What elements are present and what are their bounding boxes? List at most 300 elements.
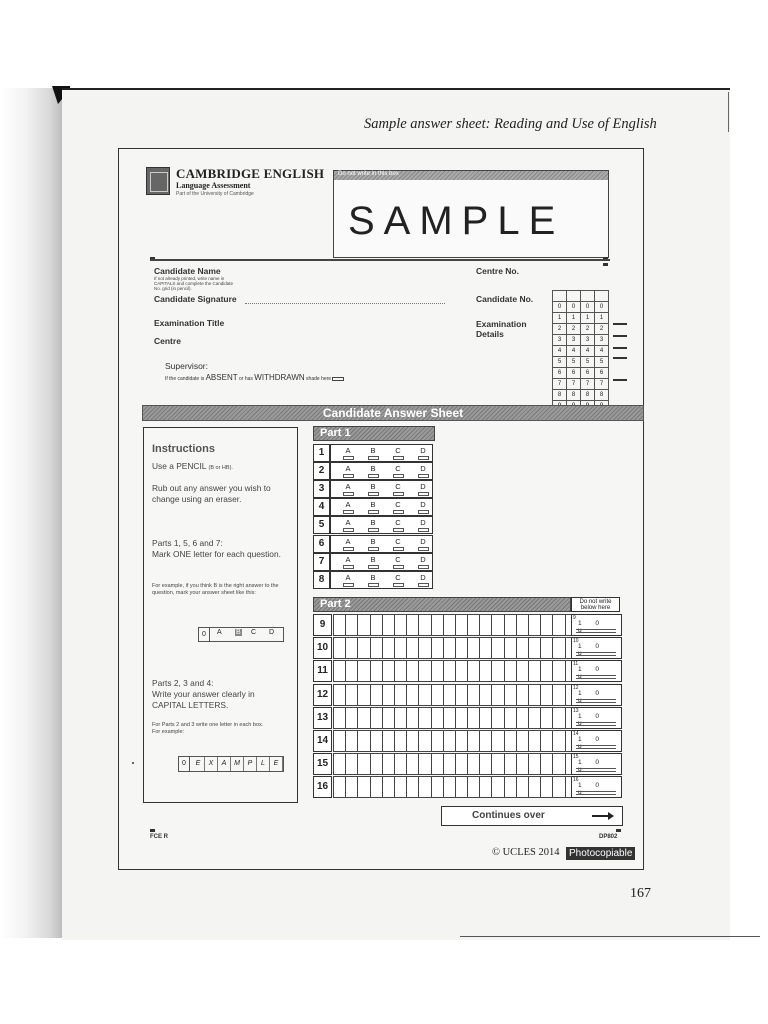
letter-box[interactable]: [553, 684, 565, 706]
letter-box[interactable]: [419, 776, 431, 798]
option-b[interactable]: B: [366, 500, 380, 514]
letter-box[interactable]: [529, 614, 541, 636]
letter-box[interactable]: [395, 776, 407, 798]
letter-box[interactable]: [553, 753, 565, 775]
grid-digit-cell[interactable]: 6: [567, 368, 581, 379]
grid-digit-cell[interactable]: 3: [581, 335, 595, 346]
grid-digit-cell[interactable]: 6: [553, 368, 567, 379]
part1-row: [313, 480, 433, 496]
right-arrow-icon: [592, 815, 610, 817]
letter-box[interactable]: [395, 637, 407, 659]
letter-box[interactable]: [456, 684, 468, 706]
option-a[interactable]: A: [341, 482, 355, 496]
letter-box[interactable]: [529, 776, 541, 798]
letter-box[interactable]: [541, 707, 553, 729]
sample-box: [333, 170, 609, 258]
letter-box[interactable]: [468, 637, 480, 659]
example-answer-box: [198, 627, 284, 642]
letter-box[interactable]: [346, 753, 358, 775]
letter-box[interactable]: [468, 730, 480, 752]
letter-box[interactable]: [529, 707, 541, 729]
or-has: or has: [239, 376, 253, 382]
grid-digit-cell[interactable]: 5: [595, 357, 609, 368]
letter-box[interactable]: [480, 660, 492, 682]
marker-values: 1 0 u: [578, 782, 606, 797]
letter-box[interactable]: [468, 660, 480, 682]
option-a[interactable]: A: [341, 537, 355, 551]
marker-number: 15: [573, 754, 579, 761]
example-capital-box: [178, 756, 284, 772]
example-number: 0: [199, 628, 210, 641]
grid-digit-cell[interactable]: 8: [567, 390, 581, 401]
letter-box[interactable]: [419, 730, 431, 752]
marker-number: 10: [573, 638, 579, 645]
letter-box[interactable]: [553, 614, 565, 636]
letter-box[interactable]: [358, 707, 370, 729]
option-d[interactable]: D: [416, 464, 430, 478]
grid-digit-cell[interactable]: 5: [581, 357, 595, 368]
letter-box[interactable]: [419, 614, 431, 636]
grid-digit-cell[interactable]: 8: [595, 390, 609, 401]
letter-box[interactable]: [492, 637, 504, 659]
letter-box[interactable]: [541, 684, 553, 706]
marker-lozenges: [576, 722, 616, 726]
grid-digit-cell[interactable]: 5: [567, 357, 581, 368]
letter-boxes: [333, 753, 578, 773]
letter-box[interactable]: [517, 776, 529, 798]
option-c[interactable]: C: [391, 500, 405, 514]
letter-box[interactable]: [444, 637, 456, 659]
letter-box[interactable]: [456, 776, 468, 798]
option-a[interactable]: A: [341, 518, 355, 532]
marker-number: 14: [573, 731, 579, 737]
marker-values: 1 0 u: [578, 689, 606, 704]
option-b[interactable]: B: [366, 573, 380, 587]
letter-box[interactable]: [517, 684, 529, 706]
question-number: 1: [313, 444, 330, 462]
marker-number: 13: [573, 707, 579, 714]
letter-box[interactable]: [480, 614, 492, 636]
letter-box[interactable]: [517, 660, 529, 682]
grid-digit-cell[interactable]: 6: [595, 368, 609, 379]
section-title-bar: [142, 405, 644, 421]
question-number: 4: [313, 498, 330, 516]
letter-box[interactable]: [333, 730, 346, 752]
letter-box[interactable]: [553, 776, 565, 798]
example2-letter: X: [205, 757, 218, 771]
letter-box[interactable]: [541, 637, 553, 659]
answer-options: [330, 535, 433, 553]
letter-box[interactable]: [444, 753, 456, 775]
detail-mark: [613, 335, 627, 337]
letter-box[interactable]: [346, 776, 358, 798]
letter-box[interactable]: [371, 660, 383, 682]
letter-box[interactable]: [529, 660, 541, 682]
letter-box[interactable]: [432, 753, 444, 775]
letter-box[interactable]: [432, 684, 444, 706]
letter-box[interactable]: [346, 684, 358, 706]
marker-lozenges: [576, 629, 616, 633]
letter-box[interactable]: [529, 753, 541, 775]
marker-lozenges: [576, 745, 616, 749]
option-d[interactable]: D: [416, 518, 430, 532]
question-number: 3: [313, 480, 330, 498]
marker-lozenges: [576, 699, 616, 703]
letter-box[interactable]: [492, 684, 504, 706]
letter-box[interactable]: [468, 684, 480, 706]
letter-box[interactable]: [505, 637, 517, 659]
photocopiable-badge: Photocopiable: [566, 847, 635, 860]
letter-box[interactable]: [358, 637, 370, 659]
option-d[interactable]: D: [416, 500, 430, 514]
letter-box[interactable]: [419, 637, 431, 659]
letter-box[interactable]: [517, 707, 529, 729]
letter-boxes: [333, 730, 578, 750]
shade-here: shade here: [306, 376, 332, 382]
letter-box[interactable]: [505, 660, 517, 682]
letter-box[interactable]: [371, 637, 383, 659]
letter-box[interactable]: [505, 776, 517, 798]
grid-digit-cell[interactable]: 6: [581, 368, 595, 379]
do-not-write-box: Do not write below here: [571, 597, 620, 612]
letter-box[interactable]: [553, 730, 565, 752]
letter-box[interactable]: [346, 707, 358, 729]
grid-digit-cell[interactable]: 1: [595, 313, 609, 324]
letter-box[interactable]: [480, 730, 492, 752]
option-c[interactable]: C: [391, 482, 405, 496]
letter-box[interactable]: [333, 637, 346, 659]
use-pencil: Use a PENCIL: [152, 461, 207, 471]
grid-digit-cell[interactable]: 2: [553, 324, 567, 335]
timing-mark: [603, 263, 608, 266]
header-rule: [150, 259, 610, 261]
option-b[interactable]: B: [366, 464, 380, 478]
letter-box[interactable]: [529, 730, 541, 752]
letter-box[interactable]: [505, 707, 517, 729]
absent-prefix: If the candidate is: [165, 376, 205, 382]
letter-box[interactable]: [432, 707, 444, 729]
letter-box[interactable]: [553, 660, 565, 682]
letter-box[interactable]: [395, 614, 407, 636]
grid-digit-cell[interactable]: 1: [567, 313, 581, 324]
letter-box[interactable]: [346, 637, 358, 659]
grid-digit-cell[interactable]: 8: [553, 390, 567, 401]
letter-box[interactable]: [456, 614, 468, 636]
brand-tagline: Part of the University of Cambridge: [176, 191, 254, 197]
letter-box[interactable]: [444, 776, 456, 798]
letter-box[interactable]: [383, 614, 395, 636]
letter-box[interactable]: [517, 614, 529, 636]
letter-box[interactable]: [480, 753, 492, 775]
letter-box[interactable]: [407, 637, 419, 659]
letter-box[interactable]: [456, 707, 468, 729]
letter-box[interactable]: [541, 776, 553, 798]
letter-box[interactable]: [395, 730, 407, 752]
option-b[interactable]: B: [366, 537, 380, 551]
marker-lozenges: [576, 768, 616, 772]
letter-box[interactable]: [407, 776, 419, 798]
grid-digit-cell[interactable]: 8: [581, 390, 595, 401]
letter-box[interactable]: [480, 684, 492, 706]
letter-box[interactable]: [444, 707, 456, 729]
letter-box[interactable]: [541, 753, 553, 775]
letter-box[interactable]: [505, 753, 517, 775]
grid-digit-cell[interactable]: 0: [595, 302, 609, 313]
grid-digit-cell[interactable]: 4: [553, 346, 567, 357]
letter-box[interactable]: [492, 614, 504, 636]
letter-box[interactable]: [541, 730, 553, 752]
letter-box[interactable]: [371, 684, 383, 706]
option-c[interactable]: C: [391, 446, 405, 460]
letter-box[interactable]: [346, 614, 358, 636]
option-a[interactable]: A: [341, 464, 355, 478]
letter-box[interactable]: [407, 660, 419, 682]
letter-box[interactable]: [444, 660, 456, 682]
letter-box[interactable]: [358, 753, 370, 775]
copyright: © UCLES 2014: [492, 847, 560, 858]
letter-box[interactable]: [456, 730, 468, 752]
option-b[interactable]: B: [366, 482, 380, 496]
letter-boxes: [333, 684, 578, 704]
letter-box[interactable]: [553, 637, 565, 659]
option-c[interactable]: C: [391, 464, 405, 478]
letter-box[interactable]: [358, 684, 370, 706]
letter-box[interactable]: [505, 614, 517, 636]
option-d[interactable]: D: [416, 555, 430, 569]
letter-box[interactable]: [333, 684, 346, 706]
letter-box[interactable]: [371, 753, 383, 775]
grid-blank-cell: [581, 291, 595, 302]
option-a[interactable]: A: [341, 555, 355, 569]
letter-box[interactable]: [444, 730, 456, 752]
letter-box[interactable]: [383, 776, 395, 798]
grid-digit-cell[interactable]: 7: [581, 379, 595, 390]
marker-box: [571, 707, 622, 729]
option-a[interactable]: A: [341, 446, 355, 460]
letter-box[interactable]: [419, 707, 431, 729]
letter-box[interactable]: [432, 614, 444, 636]
letter-box[interactable]: [383, 730, 395, 752]
letter-box[interactable]: [358, 614, 370, 636]
letter-box[interactable]: [395, 753, 407, 775]
option-a[interactable]: A: [341, 573, 355, 587]
letter-box[interactable]: [492, 660, 504, 682]
option-b[interactable]: B: [366, 555, 380, 569]
letter-box[interactable]: [371, 707, 383, 729]
letter-box[interactable]: [333, 753, 346, 775]
grid-digit-cell[interactable]: 1: [581, 313, 595, 324]
part1-row: [313, 462, 433, 478]
letter-box[interactable]: [492, 707, 504, 729]
letter-box[interactable]: [432, 730, 444, 752]
letter-box[interactable]: [529, 637, 541, 659]
option-b[interactable]: B: [366, 518, 380, 532]
letter-box[interactable]: [407, 614, 419, 636]
letter-box[interactable]: [333, 776, 346, 798]
letter-box[interactable]: [505, 684, 517, 706]
letter-box[interactable]: [371, 614, 383, 636]
grid-digit-cell[interactable]: 1: [553, 313, 567, 324]
letter-box[interactable]: [419, 753, 431, 775]
answer-options: [330, 480, 433, 498]
continues-over-text: Continues over: [472, 810, 545, 821]
signature-line[interactable]: [245, 303, 445, 304]
letter-box[interactable]: [468, 753, 480, 775]
example2-letter: E: [270, 757, 283, 771]
option-b[interactable]: B: [366, 446, 380, 460]
letter-box[interactable]: [517, 753, 529, 775]
marker-number: 9: [573, 615, 576, 621]
option-d[interactable]: D: [416, 446, 430, 460]
letter-box[interactable]: [541, 614, 553, 636]
letter-box[interactable]: [456, 660, 468, 682]
letter-box[interactable]: [395, 707, 407, 729]
absent-shade-box[interactable]: [332, 377, 344, 381]
letter-box[interactable]: [432, 637, 444, 659]
detail-mark: [613, 347, 627, 349]
form-code: FCE R: [150, 834, 168, 840]
letter-box[interactable]: [333, 660, 346, 682]
grid-digit-cell[interactable]: 4: [567, 346, 581, 357]
option-c[interactable]: C: [391, 573, 405, 587]
grid-digit-cell[interactable]: 7: [567, 379, 581, 390]
one-letter-note: For Parts 2 and 3 write one letter in each box. For example:: [152, 722, 264, 735]
running-head: Sample answer sheet: Reading and Use of English: [364, 116, 657, 132]
option-d[interactable]: D: [416, 537, 430, 551]
letter-box[interactable]: [517, 637, 529, 659]
letter-box[interactable]: [432, 776, 444, 798]
grid-digit-cell[interactable]: 2: [595, 324, 609, 335]
withdrawn-word: WITHDRAWN: [254, 373, 305, 382]
candidate-no-label: Candidate No.: [476, 294, 534, 304]
letter-box[interactable]: [541, 660, 553, 682]
letter-box[interactable]: [468, 776, 480, 798]
letter-box[interactable]: [480, 637, 492, 659]
letter-box[interactable]: [346, 730, 358, 752]
letter-box[interactable]: [383, 684, 395, 706]
letter-box[interactable]: [333, 707, 346, 729]
letter-box[interactable]: [407, 730, 419, 752]
letter-box[interactable]: [492, 753, 504, 775]
letter-box[interactable]: [419, 660, 431, 682]
letter-boxes: [333, 637, 578, 657]
letter-box[interactable]: [468, 614, 480, 636]
part2-title: Part 2: [320, 598, 351, 610]
letter-box[interactable]: [456, 753, 468, 775]
letter-box[interactable]: [358, 776, 370, 798]
letter-box[interactable]: [407, 753, 419, 775]
letter-box[interactable]: [383, 753, 395, 775]
letter-box[interactable]: [553, 707, 565, 729]
form-id: DP802: [599, 834, 618, 840]
letter-box[interactable]: [444, 614, 456, 636]
section-title: Candidate Answer Sheet: [322, 406, 464, 420]
absent-line: [165, 373, 344, 382]
example2-letter: A: [218, 757, 231, 771]
letter-boxes: [333, 776, 578, 796]
letter-box[interactable]: [480, 707, 492, 729]
grid-digit-cell[interactable]: 7: [595, 379, 609, 390]
grid-digit-cell[interactable]: 4: [581, 346, 595, 357]
grid-digit-cell[interactable]: 3: [595, 335, 609, 346]
question-number: 7: [313, 553, 330, 571]
option-c[interactable]: C: [391, 537, 405, 551]
letter-box[interactable]: [371, 776, 383, 798]
letter-box[interactable]: [529, 684, 541, 706]
part1-row: [313, 516, 433, 532]
grid-digit-cell[interactable]: 3: [553, 335, 567, 346]
grid-digit-cell[interactable]: 3: [567, 335, 581, 346]
marker-box: [571, 660, 622, 682]
letter-box[interactable]: [432, 660, 444, 682]
letter-box[interactable]: [395, 660, 407, 682]
option-c[interactable]: C: [391, 518, 405, 532]
letter-box[interactable]: [383, 660, 395, 682]
option-a[interactable]: A: [341, 500, 355, 514]
letter-box[interactable]: [371, 730, 383, 752]
marker-number: 11: [573, 661, 579, 668]
grid-digit-cell[interactable]: 7: [553, 379, 567, 390]
marker-lozenges: [576, 652, 616, 656]
letter-box[interactable]: [333, 614, 346, 636]
letter-box[interactable]: [395, 684, 407, 706]
letter-box[interactable]: [383, 637, 395, 659]
candidate-signature-label: Candidate Signature: [154, 294, 237, 304]
grid-digit-cell[interactable]: 4: [595, 346, 609, 357]
marker-lozenges: [576, 791, 616, 795]
letter-box[interactable]: [346, 660, 358, 682]
letter-box[interactable]: [358, 660, 370, 682]
supervisor-label: Supervisor:: [165, 361, 208, 371]
letter-box[interactable]: [480, 776, 492, 798]
grid-digit-cell[interactable]: 0: [567, 302, 581, 313]
sample-box-header: [334, 171, 608, 180]
letter-box[interactable]: [505, 730, 517, 752]
grid-digit-cell[interactable]: 2: [581, 324, 595, 335]
letter-box[interactable]: [444, 684, 456, 706]
letter-box[interactable]: [456, 637, 468, 659]
letter-box[interactable]: [468, 707, 480, 729]
letter-box[interactable]: [492, 730, 504, 752]
answer-options: [330, 462, 433, 480]
letter-box[interactable]: [492, 776, 504, 798]
grid-digit-cell[interactable]: 2: [567, 324, 581, 335]
option-d[interactable]: D: [416, 482, 430, 496]
grid-digit-cell[interactable]: 0: [553, 302, 567, 313]
letter-box[interactable]: [358, 730, 370, 752]
grid-digit-cell[interactable]: 5: [553, 357, 567, 368]
letter-box[interactable]: [517, 730, 529, 752]
brand-subtitle: Language Assessment: [176, 181, 251, 190]
letter-box[interactable]: [383, 707, 395, 729]
marker-values: 1 0 u: [578, 643, 606, 658]
candidate-number-grid[interactable]: [552, 290, 609, 412]
grid-blank-cell: [553, 291, 567, 302]
letter-box[interactable]: [407, 707, 419, 729]
letter-box[interactable]: [407, 684, 419, 706]
option-c[interactable]: C: [391, 555, 405, 569]
marker-lozenges: [576, 675, 616, 679]
example2-letter: P: [244, 757, 257, 771]
grid-digit-cell[interactable]: 0: [581, 302, 595, 313]
option-d[interactable]: D: [416, 573, 430, 587]
marker-box: [571, 637, 622, 659]
exam-title-label: Examination Title: [154, 318, 225, 328]
example-note: For example, if you think B is the right answer to the question, mark your answer sheet like this:: [152, 583, 279, 596]
part1-row: [313, 553, 433, 569]
part1-row: [313, 498, 433, 514]
letter-box[interactable]: [419, 684, 431, 706]
